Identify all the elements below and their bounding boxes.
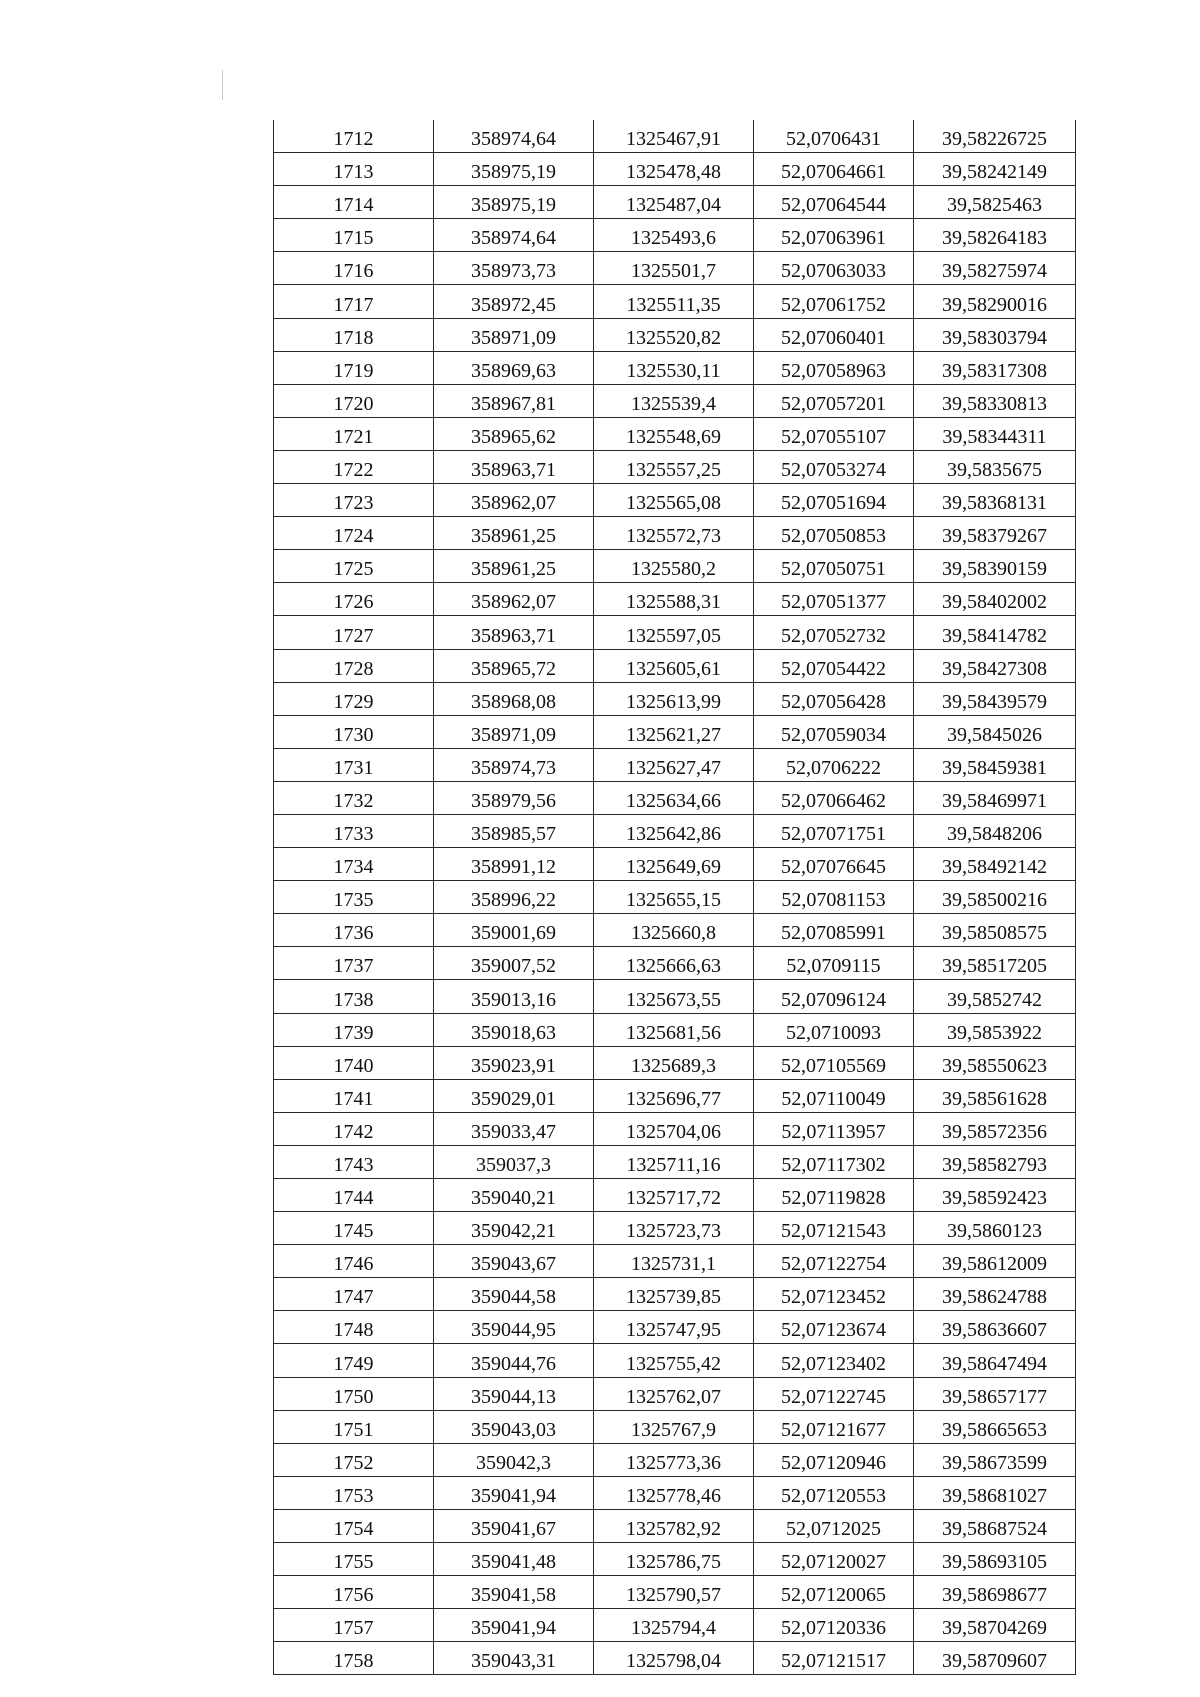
longitude-cell: 39,58317308 bbox=[914, 351, 1076, 384]
point-number-cell: 1724 bbox=[274, 517, 434, 550]
table-row bbox=[274, 1278, 1076, 1311]
latitude-cell: 52,07122754 bbox=[754, 1245, 914, 1278]
x-coordinate-cell: 359013,16 bbox=[434, 980, 594, 1013]
longitude-cell: 39,58303794 bbox=[914, 318, 1076, 351]
x-coordinate-cell: 359023,91 bbox=[434, 1046, 594, 1079]
point-number-cell: 1740 bbox=[274, 1046, 434, 1079]
table-row bbox=[274, 1079, 1076, 1112]
latitude-cell: 52,07105569 bbox=[754, 1046, 914, 1079]
x-coordinate-cell: 358968,08 bbox=[434, 682, 594, 715]
latitude-cell: 52,07081153 bbox=[754, 881, 914, 914]
latitude-cell: 52,07051694 bbox=[754, 484, 914, 517]
longitude-cell: 39,58681027 bbox=[914, 1476, 1076, 1509]
y-coordinate-cell: 1325762,07 bbox=[594, 1377, 754, 1410]
latitude-cell: 52,07053274 bbox=[754, 450, 914, 483]
latitude-cell: 52,07123674 bbox=[754, 1311, 914, 1344]
longitude-cell: 39,5825463 bbox=[914, 186, 1076, 219]
y-coordinate-cell: 1325605,61 bbox=[594, 649, 754, 682]
y-coordinate-cell: 1325597,05 bbox=[594, 616, 754, 649]
latitude-cell: 52,07054422 bbox=[754, 649, 914, 682]
point-number-cell: 1737 bbox=[274, 947, 434, 980]
longitude-cell: 39,58508575 bbox=[914, 914, 1076, 947]
point-number-cell: 1755 bbox=[274, 1543, 434, 1576]
y-coordinate-cell: 1325723,73 bbox=[594, 1212, 754, 1245]
longitude-cell: 39,58709607 bbox=[914, 1642, 1076, 1675]
longitude-cell: 39,58390159 bbox=[914, 550, 1076, 583]
x-coordinate-cell: 358965,72 bbox=[434, 649, 594, 682]
point-number-cell: 1719 bbox=[274, 351, 434, 384]
x-coordinate-cell: 358962,07 bbox=[434, 583, 594, 616]
latitude-cell: 52,07120065 bbox=[754, 1576, 914, 1609]
table-row bbox=[274, 1377, 1076, 1410]
latitude-cell: 52,0706431 bbox=[754, 120, 914, 153]
y-coordinate-cell: 1325782,92 bbox=[594, 1509, 754, 1542]
longitude-cell: 39,58647494 bbox=[914, 1344, 1076, 1377]
point-number-cell: 1723 bbox=[274, 484, 434, 517]
x-coordinate-cell: 358974,64 bbox=[434, 120, 594, 153]
y-coordinate-cell: 1325773,36 bbox=[594, 1443, 754, 1476]
point-number-cell: 1748 bbox=[274, 1311, 434, 1344]
latitude-cell: 52,07059034 bbox=[754, 715, 914, 748]
y-coordinate-cell: 1325755,42 bbox=[594, 1344, 754, 1377]
latitude-cell: 52,07122745 bbox=[754, 1377, 914, 1410]
table-row bbox=[274, 219, 1076, 252]
latitude-cell: 52,07120553 bbox=[754, 1476, 914, 1509]
point-number-cell: 1739 bbox=[274, 1013, 434, 1046]
latitude-cell: 52,07121677 bbox=[754, 1410, 914, 1443]
longitude-cell: 39,58242149 bbox=[914, 153, 1076, 186]
x-coordinate-cell: 359033,47 bbox=[434, 1112, 594, 1145]
longitude-cell: 39,5845026 bbox=[914, 715, 1076, 748]
latitude-cell: 52,07064544 bbox=[754, 186, 914, 219]
point-number-cell: 1718 bbox=[274, 318, 434, 351]
latitude-cell: 52,07061752 bbox=[754, 285, 914, 318]
longitude-cell: 39,5853922 bbox=[914, 1013, 1076, 1046]
longitude-cell: 39,58368131 bbox=[914, 484, 1076, 517]
point-number-cell: 1729 bbox=[274, 682, 434, 715]
y-coordinate-cell: 1325786,75 bbox=[594, 1543, 754, 1576]
point-number-cell: 1743 bbox=[274, 1145, 434, 1178]
table-row bbox=[274, 914, 1076, 947]
point-number-cell: 1754 bbox=[274, 1509, 434, 1542]
y-coordinate-cell: 1325493,6 bbox=[594, 219, 754, 252]
longitude-cell: 39,58693105 bbox=[914, 1543, 1076, 1576]
point-number-cell: 1721 bbox=[274, 417, 434, 450]
y-coordinate-cell: 1325487,04 bbox=[594, 186, 754, 219]
latitude-cell: 52,07057201 bbox=[754, 384, 914, 417]
y-coordinate-cell: 1325673,55 bbox=[594, 980, 754, 1013]
x-coordinate-cell: 358985,57 bbox=[434, 814, 594, 847]
y-coordinate-cell: 1325548,69 bbox=[594, 417, 754, 450]
latitude-cell: 52,07121517 bbox=[754, 1642, 914, 1675]
y-coordinate-cell: 1325666,63 bbox=[594, 947, 754, 980]
y-coordinate-cell: 1325767,9 bbox=[594, 1410, 754, 1443]
longitude-cell: 39,58612009 bbox=[914, 1245, 1076, 1278]
x-coordinate-cell: 358974,73 bbox=[434, 748, 594, 781]
point-number-cell: 1735 bbox=[274, 881, 434, 914]
x-coordinate-cell: 359001,69 bbox=[434, 914, 594, 947]
table-row bbox=[274, 417, 1076, 450]
longitude-cell: 39,58561628 bbox=[914, 1079, 1076, 1112]
y-coordinate-cell: 1325655,15 bbox=[594, 881, 754, 914]
table-row bbox=[274, 1179, 1076, 1212]
latitude-cell: 52,07120336 bbox=[754, 1609, 914, 1642]
x-coordinate-cell: 359043,31 bbox=[434, 1642, 594, 1675]
latitude-cell: 52,07096124 bbox=[754, 980, 914, 1013]
longitude-cell: 39,58673599 bbox=[914, 1443, 1076, 1476]
latitude-cell: 52,07119828 bbox=[754, 1179, 914, 1212]
table-row bbox=[274, 1046, 1076, 1079]
y-coordinate-cell: 1325696,77 bbox=[594, 1079, 754, 1112]
x-coordinate-cell: 359043,67 bbox=[434, 1245, 594, 1278]
latitude-cell: 52,07076645 bbox=[754, 848, 914, 881]
longitude-cell: 39,58439579 bbox=[914, 682, 1076, 715]
y-coordinate-cell: 1325649,69 bbox=[594, 848, 754, 881]
latitude-cell: 52,07058963 bbox=[754, 351, 914, 384]
x-coordinate-cell: 358967,81 bbox=[434, 384, 594, 417]
x-coordinate-cell: 358972,45 bbox=[434, 285, 594, 318]
longitude-cell: 39,58582793 bbox=[914, 1145, 1076, 1178]
point-number-cell: 1757 bbox=[274, 1609, 434, 1642]
y-coordinate-cell: 1325520,82 bbox=[594, 318, 754, 351]
x-coordinate-cell: 359018,63 bbox=[434, 1013, 594, 1046]
x-coordinate-cell: 358963,71 bbox=[434, 450, 594, 483]
x-coordinate-cell: 358973,73 bbox=[434, 252, 594, 285]
point-number-cell: 1741 bbox=[274, 1079, 434, 1112]
table-row bbox=[274, 1410, 1076, 1443]
y-coordinate-cell: 1325511,35 bbox=[594, 285, 754, 318]
point-number-cell: 1747 bbox=[274, 1278, 434, 1311]
x-coordinate-cell: 359037,3 bbox=[434, 1145, 594, 1178]
latitude-cell: 52,0706222 bbox=[754, 748, 914, 781]
longitude-cell: 39,58459381 bbox=[914, 748, 1076, 781]
table-row bbox=[274, 186, 1076, 219]
x-coordinate-cell: 359007,52 bbox=[434, 947, 594, 980]
latitude-cell: 52,07063961 bbox=[754, 219, 914, 252]
y-coordinate-cell: 1325580,2 bbox=[594, 550, 754, 583]
latitude-cell: 52,07113957 bbox=[754, 1112, 914, 1145]
y-coordinate-cell: 1325634,66 bbox=[594, 781, 754, 814]
table-row bbox=[274, 1212, 1076, 1245]
x-coordinate-cell: 358979,56 bbox=[434, 781, 594, 814]
table-row bbox=[274, 1609, 1076, 1642]
table-row bbox=[274, 814, 1076, 847]
point-number-cell: 1734 bbox=[274, 848, 434, 881]
point-number-cell: 1742 bbox=[274, 1112, 434, 1145]
table-row bbox=[274, 1245, 1076, 1278]
coordinates-table bbox=[273, 120, 1076, 1675]
x-coordinate-cell: 359044,58 bbox=[434, 1278, 594, 1311]
point-number-cell: 1722 bbox=[274, 450, 434, 483]
y-coordinate-cell: 1325565,08 bbox=[594, 484, 754, 517]
y-coordinate-cell: 1325478,48 bbox=[594, 153, 754, 186]
x-coordinate-cell: 358971,09 bbox=[434, 715, 594, 748]
x-coordinate-cell: 359043,03 bbox=[434, 1410, 594, 1443]
coordinates-table-body bbox=[274, 120, 1076, 1675]
table-row bbox=[274, 318, 1076, 351]
y-coordinate-cell: 1325717,72 bbox=[594, 1179, 754, 1212]
table-row bbox=[274, 616, 1076, 649]
table-row bbox=[274, 1344, 1076, 1377]
point-number-cell: 1746 bbox=[274, 1245, 434, 1278]
y-coordinate-cell: 1325621,27 bbox=[594, 715, 754, 748]
table-row bbox=[274, 848, 1076, 881]
latitude-cell: 52,07050751 bbox=[754, 550, 914, 583]
table-row bbox=[274, 1509, 1076, 1542]
y-coordinate-cell: 1325731,1 bbox=[594, 1245, 754, 1278]
table-row bbox=[274, 384, 1076, 417]
table-row bbox=[274, 748, 1076, 781]
table-row bbox=[274, 550, 1076, 583]
table-row bbox=[274, 484, 1076, 517]
longitude-cell: 39,5860123 bbox=[914, 1212, 1076, 1245]
x-coordinate-cell: 359044,13 bbox=[434, 1377, 594, 1410]
longitude-cell: 39,58657177 bbox=[914, 1377, 1076, 1410]
x-coordinate-cell: 359044,95 bbox=[434, 1311, 594, 1344]
x-coordinate-cell: 358971,09 bbox=[434, 318, 594, 351]
point-number-cell: 1738 bbox=[274, 980, 434, 1013]
point-number-cell: 1712 bbox=[274, 120, 434, 153]
table-row bbox=[274, 517, 1076, 550]
y-coordinate-cell: 1325539,4 bbox=[594, 384, 754, 417]
y-coordinate-cell: 1325642,86 bbox=[594, 814, 754, 847]
table-row bbox=[274, 947, 1076, 980]
y-coordinate-cell: 1325739,85 bbox=[594, 1278, 754, 1311]
x-coordinate-cell: 359041,58 bbox=[434, 1576, 594, 1609]
table-row bbox=[274, 351, 1076, 384]
table-row bbox=[274, 781, 1076, 814]
latitude-cell: 52,0710093 bbox=[754, 1013, 914, 1046]
y-coordinate-cell: 1325467,91 bbox=[594, 120, 754, 153]
point-number-cell: 1751 bbox=[274, 1410, 434, 1443]
x-coordinate-cell: 358961,25 bbox=[434, 517, 594, 550]
y-coordinate-cell: 1325681,56 bbox=[594, 1013, 754, 1046]
table-row bbox=[274, 715, 1076, 748]
table-row bbox=[274, 1145, 1076, 1178]
table-row bbox=[274, 1642, 1076, 1675]
point-number-cell: 1745 bbox=[274, 1212, 434, 1245]
longitude-cell: 39,58427308 bbox=[914, 649, 1076, 682]
x-coordinate-cell: 359040,21 bbox=[434, 1179, 594, 1212]
y-coordinate-cell: 1325790,57 bbox=[594, 1576, 754, 1609]
latitude-cell: 52,07117302 bbox=[754, 1145, 914, 1178]
longitude-cell: 39,58517205 bbox=[914, 947, 1076, 980]
latitude-cell: 52,07064661 bbox=[754, 153, 914, 186]
longitude-cell: 39,58572356 bbox=[914, 1112, 1076, 1145]
latitude-cell: 52,07123452 bbox=[754, 1278, 914, 1311]
point-number-cell: 1749 bbox=[274, 1344, 434, 1377]
latitude-cell: 52,07056428 bbox=[754, 682, 914, 715]
longitude-cell: 39,5848206 bbox=[914, 814, 1076, 847]
latitude-cell: 52,07060401 bbox=[754, 318, 914, 351]
x-coordinate-cell: 358969,63 bbox=[434, 351, 594, 384]
latitude-cell: 52,07051377 bbox=[754, 583, 914, 616]
table-row bbox=[274, 252, 1076, 285]
x-coordinate-cell: 359042,3 bbox=[434, 1443, 594, 1476]
x-coordinate-cell: 359041,94 bbox=[434, 1609, 594, 1642]
point-number-cell: 1726 bbox=[274, 583, 434, 616]
point-number-cell: 1756 bbox=[274, 1576, 434, 1609]
longitude-cell: 39,58687524 bbox=[914, 1509, 1076, 1542]
y-coordinate-cell: 1325501,7 bbox=[594, 252, 754, 285]
longitude-cell: 39,58414782 bbox=[914, 616, 1076, 649]
x-coordinate-cell: 358962,07 bbox=[434, 484, 594, 517]
longitude-cell: 39,58665653 bbox=[914, 1410, 1076, 1443]
latitude-cell: 52,07110049 bbox=[754, 1079, 914, 1112]
point-number-cell: 1732 bbox=[274, 781, 434, 814]
point-number-cell: 1736 bbox=[274, 914, 434, 947]
longitude-cell: 39,58698677 bbox=[914, 1576, 1076, 1609]
x-coordinate-cell: 358974,64 bbox=[434, 219, 594, 252]
x-coordinate-cell: 358991,12 bbox=[434, 848, 594, 881]
table-row bbox=[274, 1443, 1076, 1476]
y-coordinate-cell: 1325613,99 bbox=[594, 682, 754, 715]
x-coordinate-cell: 358965,62 bbox=[434, 417, 594, 450]
table-row bbox=[274, 1576, 1076, 1609]
longitude-cell: 39,5835675 bbox=[914, 450, 1076, 483]
x-coordinate-cell: 358963,71 bbox=[434, 616, 594, 649]
y-coordinate-cell: 1325689,3 bbox=[594, 1046, 754, 1079]
table-row bbox=[274, 1013, 1076, 1046]
latitude-cell: 52,07063033 bbox=[754, 252, 914, 285]
point-number-cell: 1720 bbox=[274, 384, 434, 417]
latitude-cell: 52,0709115 bbox=[754, 947, 914, 980]
longitude-cell: 39,58290016 bbox=[914, 285, 1076, 318]
y-coordinate-cell: 1325530,11 bbox=[594, 351, 754, 384]
table-row bbox=[274, 881, 1076, 914]
point-number-cell: 1753 bbox=[274, 1476, 434, 1509]
y-coordinate-cell: 1325778,46 bbox=[594, 1476, 754, 1509]
y-coordinate-cell: 1325711,16 bbox=[594, 1145, 754, 1178]
x-coordinate-cell: 358996,22 bbox=[434, 881, 594, 914]
table-row bbox=[274, 120, 1076, 153]
x-coordinate-cell: 359044,76 bbox=[434, 1344, 594, 1377]
y-coordinate-cell: 1325572,73 bbox=[594, 517, 754, 550]
point-number-cell: 1750 bbox=[274, 1377, 434, 1410]
point-number-cell: 1730 bbox=[274, 715, 434, 748]
table-row bbox=[274, 1112, 1076, 1145]
longitude-cell: 39,58402002 bbox=[914, 583, 1076, 616]
longitude-cell: 39,58592423 bbox=[914, 1179, 1076, 1212]
longitude-cell: 39,58469971 bbox=[914, 781, 1076, 814]
x-coordinate-cell: 358975,19 bbox=[434, 186, 594, 219]
x-coordinate-cell: 359041,67 bbox=[434, 1509, 594, 1542]
y-coordinate-cell: 1325747,95 bbox=[594, 1311, 754, 1344]
x-coordinate-cell: 359029,01 bbox=[434, 1079, 594, 1112]
point-number-cell: 1733 bbox=[274, 814, 434, 847]
x-coordinate-cell: 359042,21 bbox=[434, 1212, 594, 1245]
y-coordinate-cell: 1325798,04 bbox=[594, 1642, 754, 1675]
point-number-cell: 1725 bbox=[274, 550, 434, 583]
latitude-cell: 52,07071751 bbox=[754, 814, 914, 847]
y-coordinate-cell: 1325557,25 bbox=[594, 450, 754, 483]
table-row bbox=[274, 285, 1076, 318]
point-number-cell: 1716 bbox=[274, 252, 434, 285]
table-row bbox=[274, 649, 1076, 682]
table-row bbox=[274, 1543, 1076, 1576]
longitude-cell: 39,58492142 bbox=[914, 848, 1076, 881]
longitude-cell: 39,58550623 bbox=[914, 1046, 1076, 1079]
table-row bbox=[274, 980, 1076, 1013]
longitude-cell: 39,58500216 bbox=[914, 881, 1076, 914]
latitude-cell: 52,07120946 bbox=[754, 1443, 914, 1476]
longitude-cell: 39,58330813 bbox=[914, 384, 1076, 417]
table-row bbox=[274, 450, 1076, 483]
longitude-cell: 39,58704269 bbox=[914, 1609, 1076, 1642]
scan-edge-mark bbox=[222, 70, 223, 100]
x-coordinate-cell: 358975,19 bbox=[434, 153, 594, 186]
point-number-cell: 1727 bbox=[274, 616, 434, 649]
point-number-cell: 1713 bbox=[274, 153, 434, 186]
table-row bbox=[274, 1476, 1076, 1509]
x-coordinate-cell: 359041,48 bbox=[434, 1543, 594, 1576]
table-row bbox=[274, 682, 1076, 715]
point-number-cell: 1731 bbox=[274, 748, 434, 781]
point-number-cell: 1744 bbox=[274, 1179, 434, 1212]
longitude-cell: 39,58624788 bbox=[914, 1278, 1076, 1311]
y-coordinate-cell: 1325627,47 bbox=[594, 748, 754, 781]
latitude-cell: 52,07066462 bbox=[754, 781, 914, 814]
latitude-cell: 52,07123402 bbox=[754, 1344, 914, 1377]
latitude-cell: 52,07120027 bbox=[754, 1543, 914, 1576]
latitude-cell: 52,07052732 bbox=[754, 616, 914, 649]
longitude-cell: 39,58275974 bbox=[914, 252, 1076, 285]
longitude-cell: 39,58344311 bbox=[914, 417, 1076, 450]
x-coordinate-cell: 358961,25 bbox=[434, 550, 594, 583]
x-coordinate-cell: 359041,94 bbox=[434, 1476, 594, 1509]
latitude-cell: 52,07055107 bbox=[754, 417, 914, 450]
longitude-cell: 39,5852742 bbox=[914, 980, 1076, 1013]
point-number-cell: 1717 bbox=[274, 285, 434, 318]
point-number-cell: 1752 bbox=[274, 1443, 434, 1476]
y-coordinate-cell: 1325588,31 bbox=[594, 583, 754, 616]
point-number-cell: 1728 bbox=[274, 649, 434, 682]
latitude-cell: 52,0712025 bbox=[754, 1509, 914, 1542]
latitude-cell: 52,07050853 bbox=[754, 517, 914, 550]
latitude-cell: 52,07121543 bbox=[754, 1212, 914, 1245]
longitude-cell: 39,58379267 bbox=[914, 517, 1076, 550]
longitude-cell: 39,58226725 bbox=[914, 120, 1076, 153]
y-coordinate-cell: 1325794,4 bbox=[594, 1609, 754, 1642]
table-row bbox=[274, 153, 1076, 186]
latitude-cell: 52,07085991 bbox=[754, 914, 914, 947]
y-coordinate-cell: 1325660,8 bbox=[594, 914, 754, 947]
point-number-cell: 1714 bbox=[274, 186, 434, 219]
y-coordinate-cell: 1325704,06 bbox=[594, 1112, 754, 1145]
point-number-cell: 1715 bbox=[274, 219, 434, 252]
longitude-cell: 39,58264183 bbox=[914, 219, 1076, 252]
table-row bbox=[274, 1311, 1076, 1344]
longitude-cell: 39,58636607 bbox=[914, 1311, 1076, 1344]
table-row bbox=[274, 583, 1076, 616]
point-number-cell: 1758 bbox=[274, 1642, 434, 1675]
